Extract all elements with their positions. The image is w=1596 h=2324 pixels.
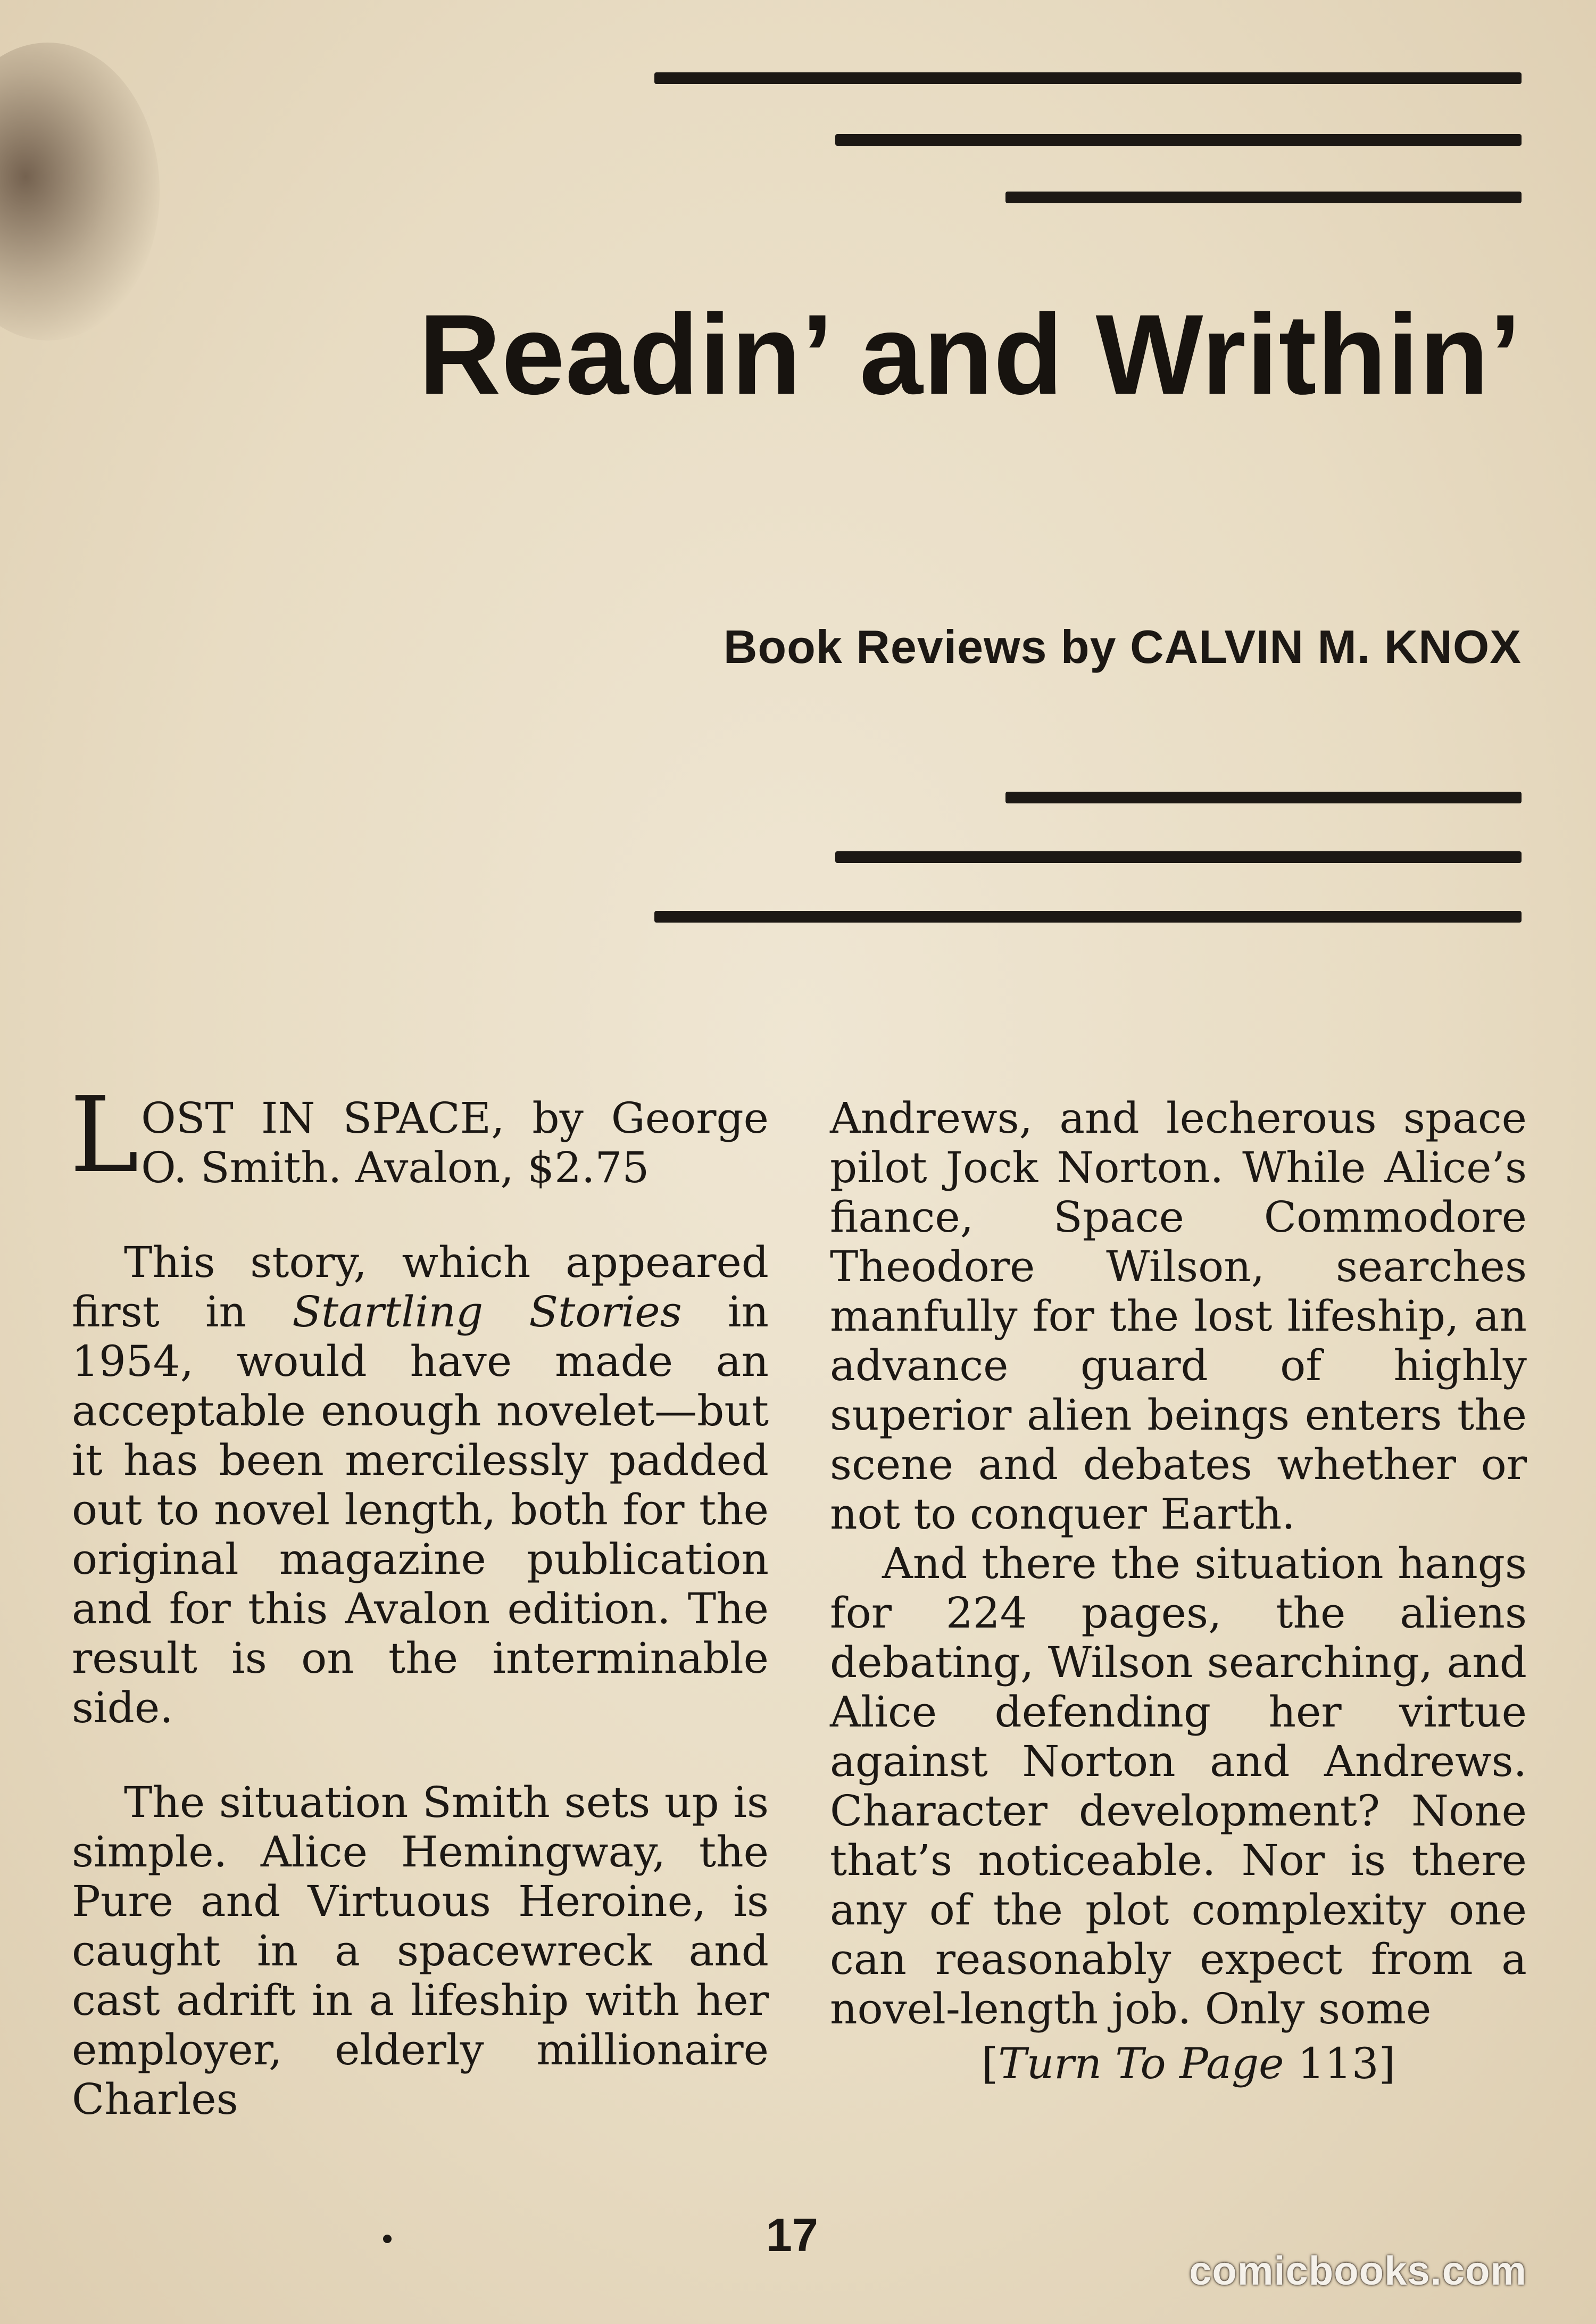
review-paragraph-2: The situation Smith sets up is simple. Alice Hemingway, the Pure and Virtuous Heroine, is caught in a spacewreck and cast adrift in a lifeship with her employer, elderly millionaire Charles — [72, 1778, 769, 2124]
decorative-rule-top-2 — [835, 134, 1522, 146]
book-heading — [70, 1075, 769, 1196]
review-paragraph-3: Andrews, and lecherous space pilot Jock Norton. While Alice’s fiance, Space Commodore Theodore Wilson, searches manfully for the lost lifeship, an advance guard of highly superior alien beings enters the scene and debates whether or not to conquer Earth. — [830, 1093, 1527, 1539]
decorative-rule-bottom-1 — [1005, 792, 1522, 803]
right-column — [830, 1093, 1527, 2088]
continued-notice: [Turn To Page 113] — [982, 2039, 1395, 2088]
page-title: Readin’ and Writhin’ — [419, 291, 1522, 418]
magazine-title: Startling Stories — [292, 1287, 682, 1337]
byline: Book Reviews by CALVIN M. KNOX — [723, 620, 1522, 673]
drop-cap: L — [70, 1075, 139, 1196]
watermark: comicbooks.com — [1189, 2248, 1527, 2294]
decorative-rule-top-1 — [654, 72, 1522, 84]
decorative-rule-top-3 — [1005, 192, 1522, 203]
book-heading-text: OST IN SPACE, by George O. Smith. Avalon, $2.75 — [141, 1093, 769, 1192]
review-paragraph-1: This story, which appeared first in Startling Stories in 1954, would have made an acceptable enough novelet—but it has been mercilessly padded out to novel length, both for the original magazine publication and for this Avalon edition. The result is on the interminable side. — [72, 1238, 769, 1732]
left-column — [70, 1075, 769, 2124]
review-paragraph-4: And there the situation hangs for 224 pages, the aliens debating, Wilson searching, and Alice defending her virtue against Norton and Andrews. Character development? None that’s noticeable. Nor is there any of the plot complexity one can reasonably expect from a novel-length job. Only some — [830, 1539, 1527, 2034]
page-number: 17 — [766, 2209, 818, 2261]
print-dot — [383, 2235, 392, 2243]
paper-stain — [0, 43, 160, 341]
decorative-rule-bottom-2 — [835, 851, 1522, 863]
decorative-rule-bottom-3 — [654, 911, 1522, 923]
